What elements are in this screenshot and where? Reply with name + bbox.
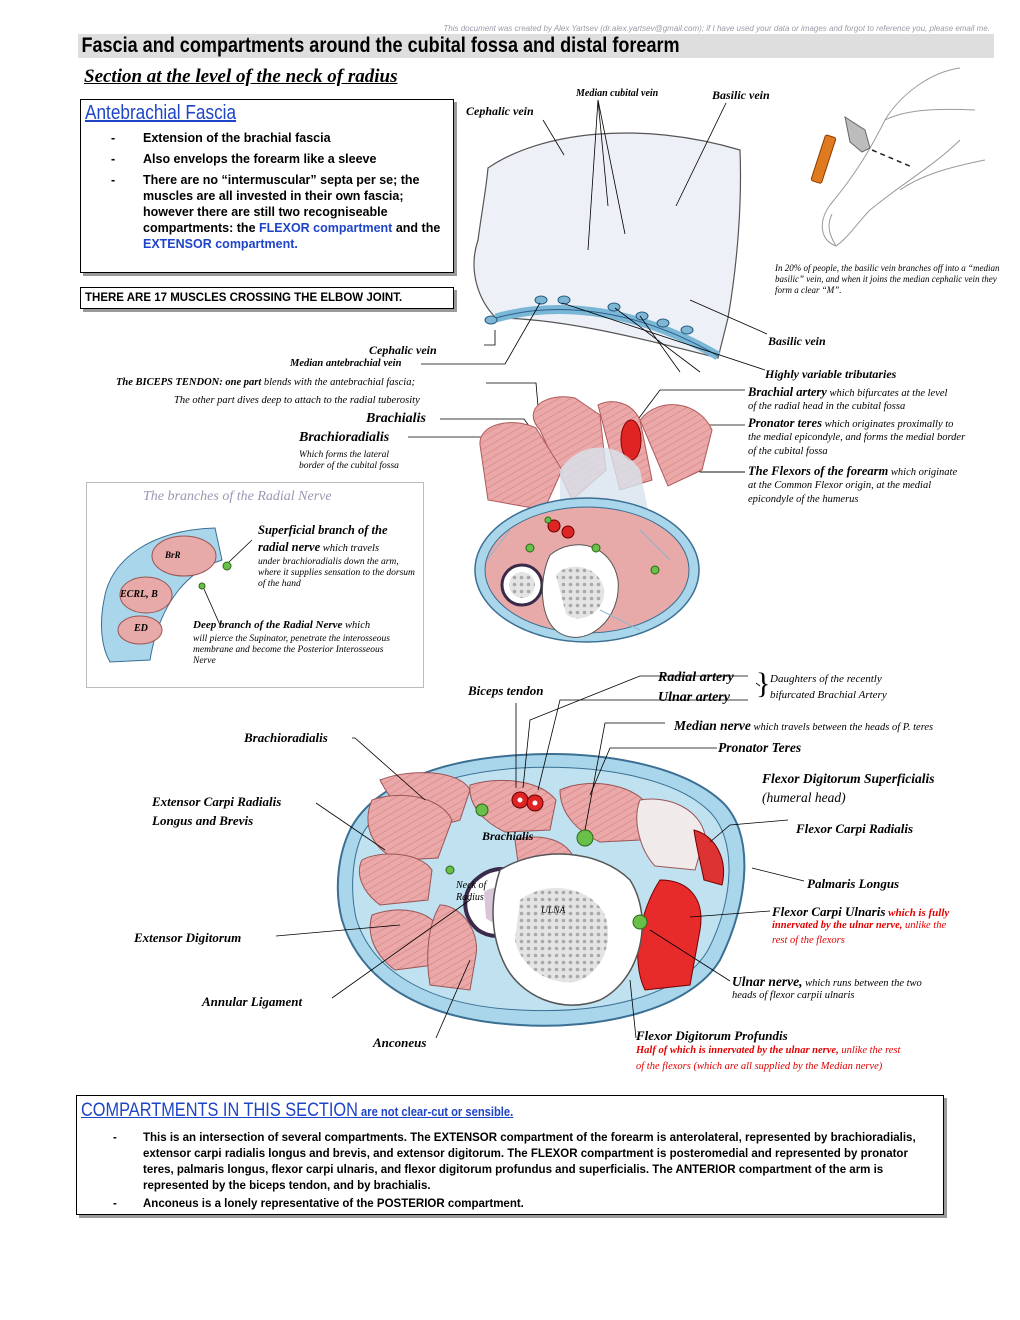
brachial-artery-note: of the radial head in the cubital fossa bbox=[748, 401, 906, 412]
label-ecrl-section: Extensor Carpi Radialis bbox=[152, 794, 282, 809]
arm-sketch bbox=[822, 68, 985, 246]
superficial-branch-note: under brachioradialis down the arm, where it supplies sensation to the dorsum of the hand bbox=[258, 557, 415, 589]
label-extensor-digitorum: Extensor Digitorum bbox=[134, 930, 242, 945]
fascia-bullet: - Extension of the brachial fascia bbox=[111, 131, 331, 145]
fascia-bullet: - Also envelops the forearm like a sleeve bbox=[111, 152, 377, 166]
label-fdp: Flexor Digitorum Profundis bbox=[636, 1028, 788, 1043]
axe-icon bbox=[811, 117, 912, 184]
pronator-teres-note2: the medial epicondyle, and forms the medial border bbox=[748, 432, 966, 443]
author-credit: This document was created by Alex Yartsev (dr.alex.yartsev@gmail.com); if I have used your data or images and forgot to reference you, please email me. bbox=[443, 24, 990, 33]
fascia-heading: Antebrachial Fascia bbox=[85, 102, 237, 124]
label-pronator-teres-top: Pronator teres which originates proximally to bbox=[748, 416, 954, 430]
label-brachialis: Brachialis bbox=[482, 829, 534, 843]
label-fds: Flexor Digitorum Superficialis bbox=[762, 771, 935, 786]
pronator-teres-note3: of the cubital fossa bbox=[748, 446, 828, 457]
label-ulnar-artery: Ulnar artery bbox=[658, 690, 730, 705]
label-basilic-vein-top: Basilic vein bbox=[712, 88, 770, 102]
label-biceps-tendon-note2: The other part dives deep to attach to the radial tuberosity bbox=[174, 395, 420, 406]
label-radial-artery: Radial artery bbox=[658, 670, 734, 685]
flexor-compartment-term: FLEXOR compartment bbox=[259, 221, 393, 235]
label-forearm-flexors: The Flexors of the forearm which originate bbox=[748, 464, 958, 478]
label-brachial-artery: Brachial artery which bifurcates at the level bbox=[748, 385, 948, 399]
basilic-vein-note: In 20% of people, the basilic vein branches off into a “median basilic” vein, and when it joins the median cephalic vein they form a clear “M”. bbox=[775, 263, 1000, 295]
label-pronator-teres: Pronator Teres bbox=[718, 740, 802, 755]
extensor-compartment-term: EXTENSOR compartment. bbox=[143, 237, 298, 251]
muscle-count-box bbox=[80, 287, 454, 309]
label-brr: BrR bbox=[165, 550, 181, 560]
compartments-box bbox=[76, 1095, 944, 1215]
label-superficial-branch: Superficial branch of the bbox=[258, 523, 388, 537]
fascia-bullet: - There are no “intermuscular” septa per se; the muscles are all invested in their own fascia; however there are still two recogniseable compartments: the FLEXOR compartment and the EXTENSOR compartment. bbox=[111, 173, 441, 251]
label-fcr: Flexor Carpi Radialis bbox=[796, 821, 914, 836]
label-anconeus: Anconeus bbox=[373, 1035, 427, 1050]
label-highly-variable-tributaries: Highly variable tributaries bbox=[765, 367, 897, 381]
radial-nerve-caption: The branches of the Radial Nerve bbox=[143, 489, 332, 504]
label-basilic-vein: Basilic vein bbox=[768, 334, 826, 348]
brace-icon: } bbox=[756, 667, 771, 700]
label-biceps-tendon: Biceps tendon bbox=[468, 683, 544, 698]
label-biceps-tendon-note: The BICEPS TENDON: one part blends with the antebrachial fascia; bbox=[116, 377, 415, 388]
fdp-note: Half of which is innervated by the ulnar nerve, unlike the rest bbox=[636, 1045, 901, 1056]
skin-sleeve-drawing bbox=[474, 133, 740, 358]
label-ulna: ULNA bbox=[541, 906, 566, 916]
compartments-text bbox=[103, 1130, 933, 1212]
label-ed: ED bbox=[134, 623, 148, 634]
label-cephalic-vein: Cephalic vein bbox=[369, 343, 437, 357]
label-daughters: Daughters of the recently bbox=[770, 673, 882, 685]
compartments-heading: COMPARTMENTS IN THIS SECTION are not clear-cut or sensible. bbox=[81, 1100, 514, 1121]
label-ecrl-section-2: Longus and Brevis bbox=[152, 813, 254, 828]
label-median-antebrachial-vein: Median antebrachial vein bbox=[290, 358, 402, 369]
label-fcu: Flexor Carpi Ulnaris which is fully bbox=[772, 904, 950, 919]
label-median-nerve: Median nerve which travels between the heads of P. teres bbox=[674, 718, 934, 733]
flexors-note2: at the Common Flexor origin, at the medial bbox=[748, 480, 932, 491]
cubital-fossa-drawing bbox=[475, 397, 712, 642]
ulnar-nerve-note: heads of flexor carpii ulnaris bbox=[732, 990, 855, 1001]
label-fds-head: (humeral head) bbox=[762, 790, 846, 805]
label-daughters-2: bifurcated Brachial Artery bbox=[770, 689, 887, 701]
label-annular-ligament: Annular Ligament bbox=[202, 994, 303, 1009]
label-brachioradialis: Brachioradialis bbox=[244, 730, 328, 745]
label-brachioradialis-top: Brachioradialis bbox=[299, 430, 390, 445]
compartments-item: - Anconeus is a lonely representative of the POSTERIOR compartment. bbox=[113, 1198, 524, 1210]
cross-section-drawing bbox=[338, 754, 745, 1026]
page-subtitle: Section at the level of the neck of radius bbox=[84, 66, 398, 87]
label-deep-branch: Deep branch of the Radial Nerve which bbox=[193, 619, 371, 631]
label-palmaris-longus: Palmaris Longus bbox=[807, 876, 900, 891]
label-neck-of-radius-2: Radius bbox=[456, 892, 484, 903]
label-cephalic-vein-top: Cephalic vein bbox=[466, 104, 534, 118]
label-brachialis-top: Brachialis bbox=[366, 411, 426, 426]
page-title: Fascia and compartments around the cubital fossa and distal forearm bbox=[81, 34, 680, 57]
muscle-count-text: THERE ARE 17 MUSCLES CROSSING THE ELBOW JOINT. bbox=[85, 292, 403, 304]
fascia-bullets bbox=[111, 130, 446, 257]
fcu-note: innervated by the ulnar nerve, unlike the bbox=[772, 920, 947, 931]
fcu-note-2: rest of the flexors bbox=[772, 935, 845, 946]
brachioradialis-note: Which forms the lateral border of the cubital fossa bbox=[299, 450, 399, 471]
label-median-cubital-vein: Median cubital vein bbox=[576, 88, 659, 99]
flexors-note3: epicondyle of the humerus bbox=[748, 494, 859, 505]
label-ulnar-nerve: Ulnar nerve, which runs between the two bbox=[732, 974, 922, 989]
label-superficial-branch-2: radial nerve which travels bbox=[258, 540, 380, 554]
compartments-item: - This is an intersection of several compartments. The EXTENSOR compartment of the forearm is anterolateral, represented by brachioradialis, extensor carpi radialis longus and brevis, and extensor digitorum. The FLEXOR compartment is posteromedial and represented by pronator teres, palmaris longus, flexor carpi ulnaris, and flexor digitorum profundus and superficialis. The ANTERIOR compartment of the arm is represented by the biceps tendon, and by brachialis. bbox=[113, 1132, 916, 1192]
fdp-note-2: of the flexors (which are all supplied by the Median nerve) bbox=[636, 1061, 883, 1072]
label-ecrl: ECRL, B bbox=[120, 589, 158, 600]
fascia-info-box bbox=[80, 99, 454, 273]
deep-branch-note: will pierce the Supinator, penetrate the interosseous membrane and become the Posterior Interosseous Nerve bbox=[193, 634, 390, 666]
label-neck-of-radius: Neck of bbox=[456, 880, 487, 891]
page-title-bar bbox=[78, 34, 994, 58]
